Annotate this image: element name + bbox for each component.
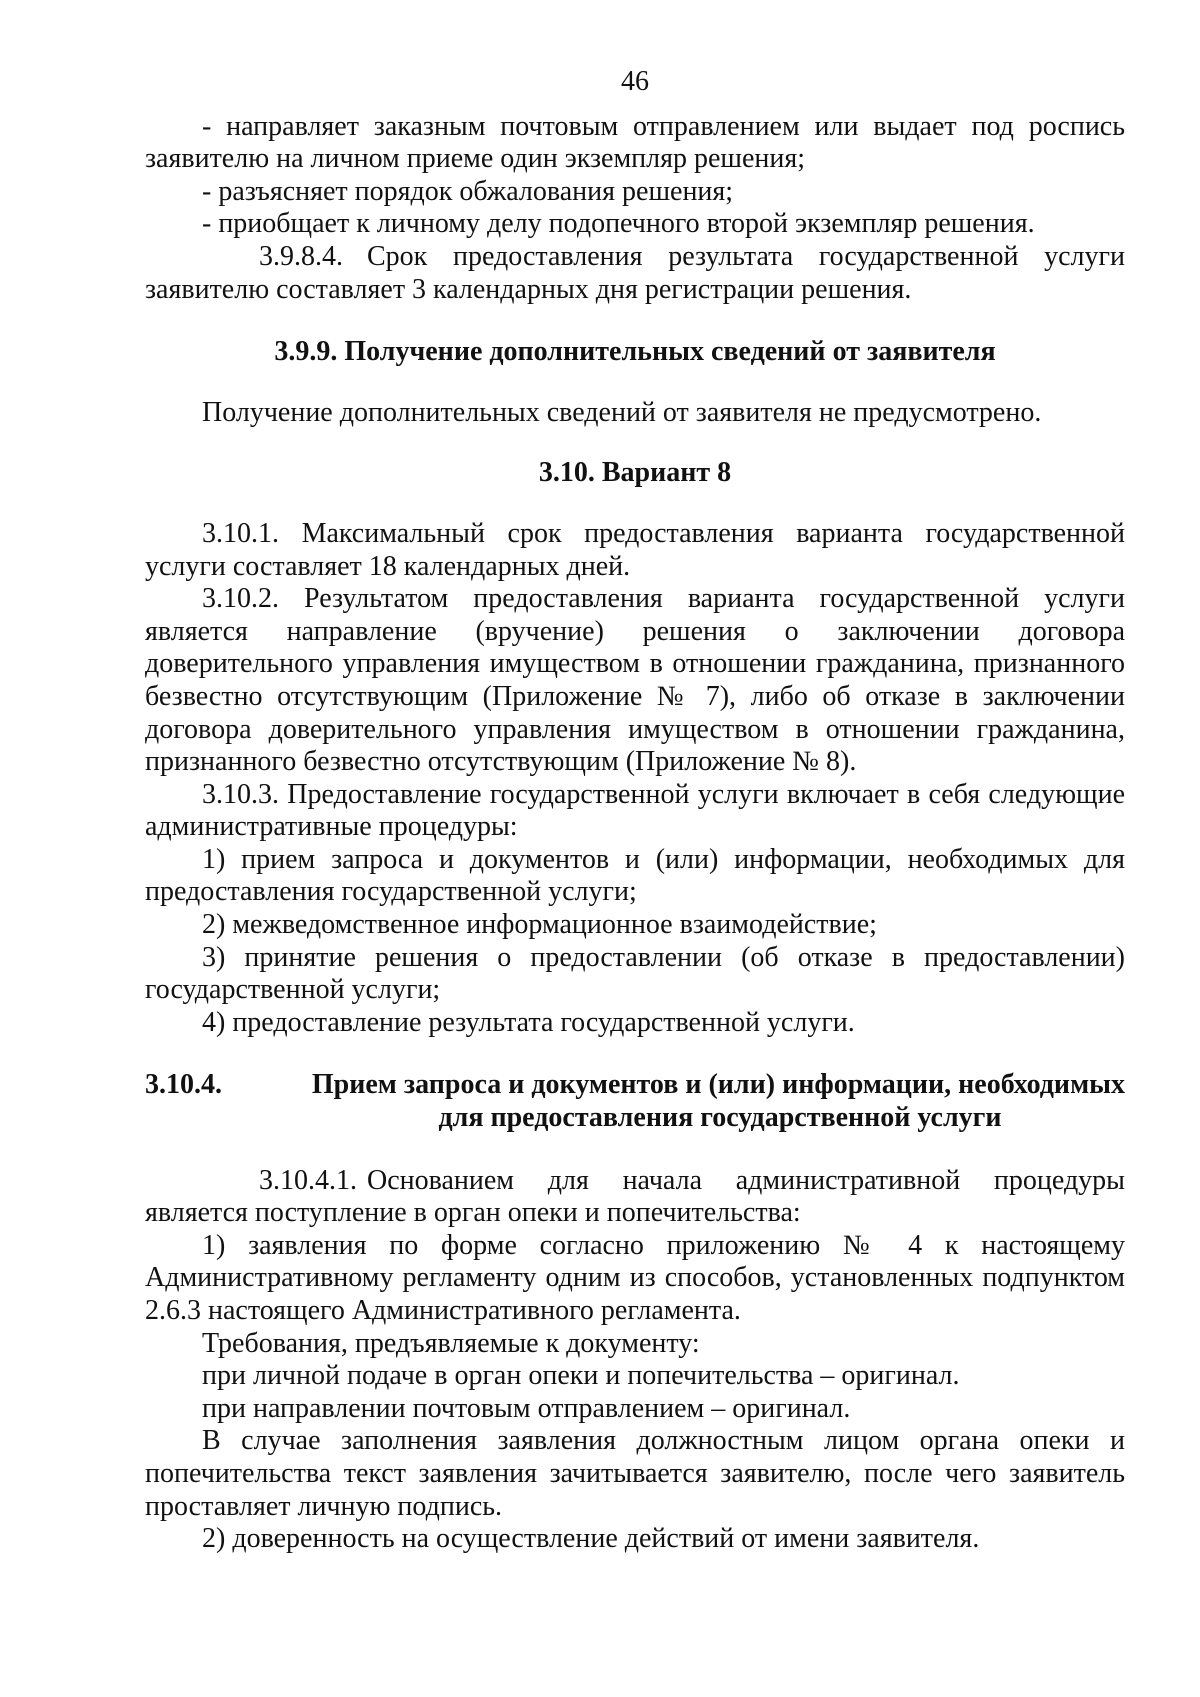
clause-number: 3.9.8.4. [259,240,343,272]
paragraph: 2) межведомственное информационное взаимодействие; [202,909,877,941]
clause-number: 3.10.2. [202,583,279,615]
clause-text: Предоставление государственной услуги включает в себя следующие административные процедуры: [145,778,1126,843]
heading-number: 3.10.4. [145,1069,222,1101]
page-number: 46 [621,66,649,97]
section-heading: 3.9.9. Получение дополнительных сведений от заявителя [274,336,996,368]
paragraph [145,1165,1125,1230]
section-heading [145,1069,1125,1134]
paragraph: 1) прием запроса и документов и (или) информации, необходимых для предоставления государственной услуги; [145,843,1125,908]
paragraph [145,583,1125,779]
heading-text [285,1069,1125,1134]
clause-text: Срок предоставления результата государственной услуги заявителю составляет 3 календарных дня регистрации решения. [145,240,1125,305]
heading-line: для предоставления государственной услуги [438,1102,1002,1134]
document-page [145,66,1125,1556]
clause-number: 3.10.1. [202,517,279,549]
clause-text: Результатом предоставления варианта государственной услуги является направление (вручение) решения о заключении договора доверительного управления имуществом в отношении гражданина, признанного безвестно отсутствующим (Приложение № 7), либо об отказе в заключении договора доверительного управления имуществом в отношении гражданина, признанного безвестно отсутствующим (Приложение № 8). [145,583,1125,778]
clause-number: 3.10.4.1. [259,1164,357,1196]
paragraph: - разъясняет порядок обжалования решения; [202,175,734,207]
paragraph: В случае заполнения заявления должностным лицом органа опеки и попечительства текст заявления зачитывается заявителю, после чего заявитель проставляет личную подпись. [145,1425,1125,1522]
paragraph: - приобщает к личному делу подопечного второй экземпляр решения. [202,208,1035,240]
paragraph: Получение дополнительных сведений от заявителя не предусмотрено. [202,396,1042,428]
paragraph [145,518,1125,583]
paragraph: 4) предоставление результата государственной услуги. [202,1006,855,1038]
paragraph: 2) доверенность на осуществление действий от имени заявителя. [202,1523,980,1555]
paragraph: Требования, предъявляемые к документу: [202,1327,700,1359]
paragraph: - направляет заказным почтовым отправлением или выдает под роспись заявителю на личном приеме один экземпляр решения; [145,110,1125,175]
clause-text: Максимальный срок предоставления варианта государственной услуги составляет 18 календарных дней. [145,517,1126,582]
paragraph: при личной подаче в орган опеки и попечительства – оригинал. [202,1360,960,1392]
paragraph [145,779,1125,844]
paragraph: 3) принятие решения о предоставлении (об отказе в предоставлении) государственной услуги; [145,941,1125,1006]
paragraph: 1) заявления по форме согласно приложению № 4 к настоящему Административному регламенту одним из способов, установленных подпунктом 2.6.3 настоящего Административного регламента. [145,1229,1125,1326]
clause-number: 3.10.3. [202,778,279,810]
section-heading: 3.10. Вариант 8 [538,457,732,489]
paragraph: при направлении почтовым отправлением – оригинал. [202,1392,851,1424]
clause-text: Основанием для начала административной процедуры является поступление в орган опеки и попечительства: [145,1164,1125,1229]
heading-line: Прием запроса и документов и (или) информации, необходимых [311,1069,1125,1101]
paragraph [145,241,1125,306]
